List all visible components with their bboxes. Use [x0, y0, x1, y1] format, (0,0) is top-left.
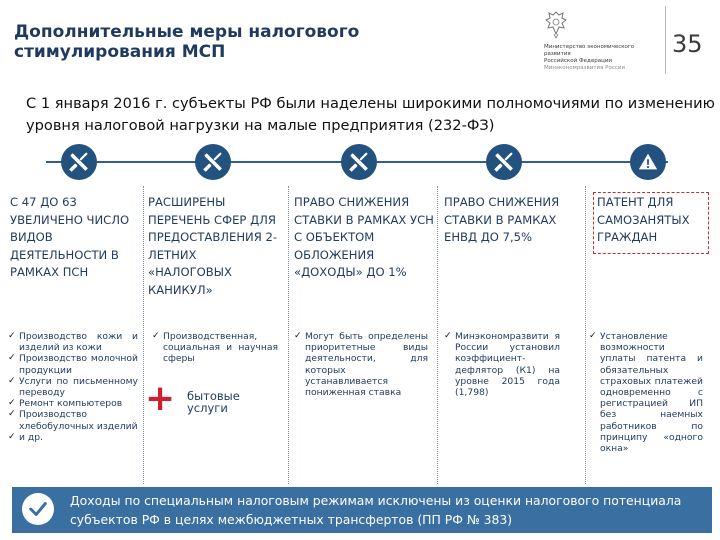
warning-icon	[630, 144, 666, 180]
highlight-frame	[593, 192, 709, 254]
column-separator	[585, 186, 587, 484]
column-separator	[143, 186, 145, 484]
list-item: ✓ Могут быть определены приоритетные виды деятельности, для которых устанавливается пониженная ставка	[294, 331, 428, 398]
list-item: ✓ Ремонт компьютеров	[8, 398, 138, 409]
ministry-label	[544, 44, 662, 72]
column-separator	[288, 186, 290, 484]
household-services-label: бытовые услуги	[187, 389, 240, 415]
list-item: ✓ и др.	[8, 432, 138, 443]
header-divider	[665, 6, 666, 74]
ministry-line-1: Министерство экономического развития	[544, 44, 635, 57]
tools-icon	[195, 144, 231, 180]
footer-text: Доходы по специальным налоговым режимам исключены из оценки налогового потенциала субъектов РФ в целях межбюджетных трансфертов (ПП РФ № 383)	[70, 493, 682, 527]
plus-icon: +	[145, 378, 176, 419]
column-heading-envd: ПРАВО СНИЖЕНИЯ СТАВКИ В РАМКАХ ЕНВД ДО 7,5%	[444, 195, 560, 245]
tools-icon	[341, 144, 377, 180]
column-list-usn	[294, 331, 428, 398]
list-item: ✓ Производство кожи и изделий из кожи	[8, 331, 138, 353]
list-item: ✓ Производство молочной продукции	[8, 353, 138, 375]
column-separator	[437, 186, 439, 484]
intro-text: С 1 января 2016 г. субъекты РФ были наделены широкими полномочиями по изменению уровня налоговой нагрузки на малые предприятия (232-ФЗ)	[26, 95, 715, 134]
ministry-line-2: Российской Федерации	[544, 58, 612, 64]
column-heading-usn: ПРАВО СНИЖЕНИЯ СТАВКИ В РАМКАХ УСН С ОБЪЕКТОМ ОБЛОЖЕНИЯ «ДОХОДЫ» ДО 1%	[294, 195, 434, 280]
column-heading-holidays: РАСШИРЕНЫ ПЕРЕЧЕНЬ СФЕР ДЛЯ ПРЕДОСТАВЛЕНИЯ 2-ЛЕТНИХ «НАЛОГОВЫХ КАНИКУЛ»	[148, 195, 278, 297]
list-item: ✓ Установление возможности уплаты патента и обязательных страховых платежей одновременно с регистрацией ИП без наемных работников по принципу «одного окна»	[589, 331, 703, 454]
page-number: 35	[672, 30, 703, 58]
list-item: ✓ Услуги по письменному переводу	[8, 376, 138, 398]
ministry-line-3: Минэкономразвития России	[544, 65, 626, 71]
column-list-envd	[444, 331, 560, 398]
column-heading-psn: С 47 ДО 63 УВЕЛИЧЕНО ЧИСЛО ВИДОВ ДЕЯТЕЛЬНОСТИ В РАМКАХ ПСН	[10, 195, 130, 280]
slide-title: Дополнительные меры налогового стимулирования МСП	[14, 22, 360, 62]
list-item: ✓ Минэкономразвити я России установил коэффициент-дефлятор (К1) на уровне 2015 года (1,798)	[444, 331, 560, 398]
column-list-holidays	[152, 331, 278, 365]
icon-band	[0, 142, 720, 182]
tools-icon	[61, 144, 97, 180]
column-list-patent	[589, 331, 703, 454]
list-item: ✓ Производство хлебобулочных изделий	[8, 409, 138, 431]
coat-of-arms-icon	[544, 10, 568, 40]
checkmark-icon	[22, 493, 54, 525]
list-item: ✓ Производственная, социальная и научная сферы	[152, 331, 278, 365]
column-list-psn	[8, 331, 138, 443]
column-heading-patent: ПАТЕНТ ДЛЯ САМОЗАНЯТЫХ ГРАЖДАН	[597, 195, 690, 245]
footer-banner	[12, 487, 712, 533]
tools-icon	[486, 144, 522, 180]
